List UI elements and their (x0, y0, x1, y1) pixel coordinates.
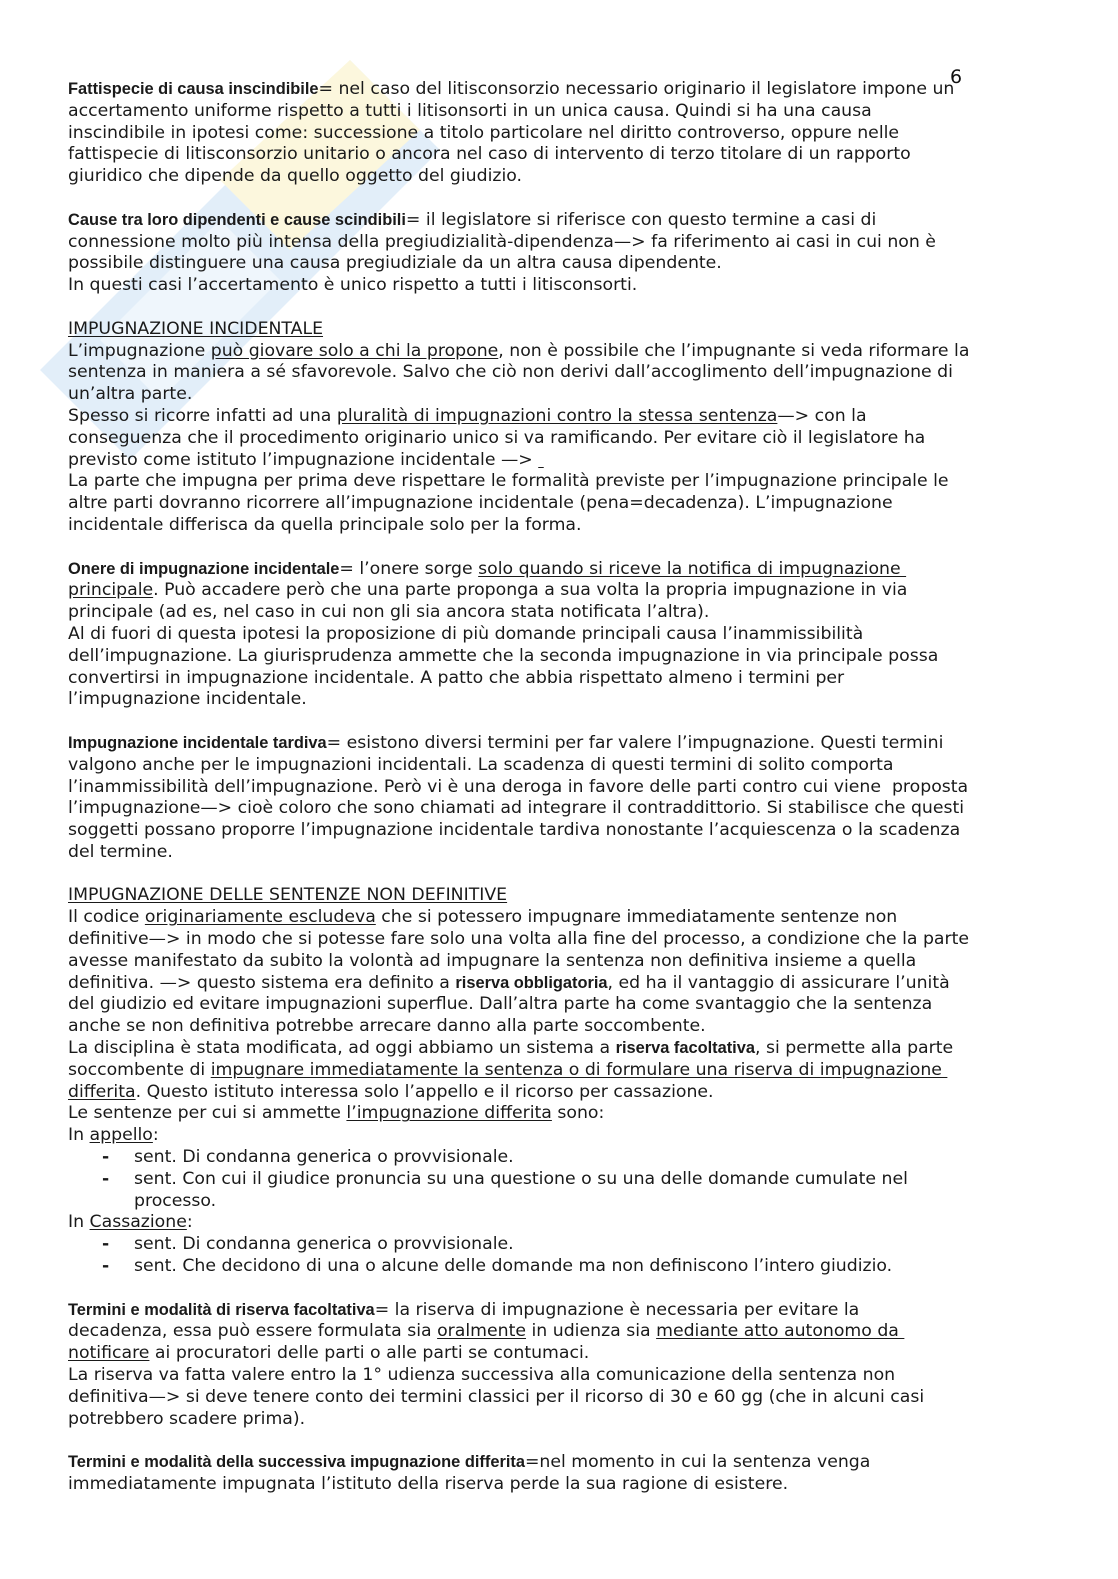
underlined-text: IMPUGNAZIONE DELLE SENTENZE NON DEFINITIVE (68, 885, 508, 906)
section (68, 559, 1068, 712)
text-run: : (152, 1125, 159, 1146)
dash-bullet-icon: - (102, 1234, 110, 1255)
page-number: 6 (950, 66, 963, 88)
text-run: : (186, 1212, 193, 1233)
underlined-text: appello (89, 1125, 153, 1146)
underlined-text: solo quando si riceve la notifica di impugnazione principale (68, 558, 901, 601)
text-run: In (68, 1212, 90, 1233)
underlined-text: oralmente (437, 1321, 527, 1342)
text-run: . Può accadere però che una parte proponga a sua volta la propria impugnazione in via principale (ad es, nel caso in cui non gli sia ancora stata notificata l’altra). Al di fuori di questa ipotesi la proposizione di più domande principali causa l’inammissibilità dell’impugnazione. La giurisprudenza ammette che la seconda impugnazione in via principale possa convertirsi in impugnazione incidentale. A patto che abbia rispettato almeno i termini per l’impugnazione incidentale. (68, 580, 939, 710)
bold-term: riserva obbligatoria (455, 973, 608, 992)
bold-term: Termini e modalità di riserva facoltativa (68, 1300, 375, 1319)
text-run: = nel caso del litisconsorzio necessario originario il legislatore impone un accertamento uniforme rispetto a tutti i litisonsorti in un unica causa. Quindi si ha una causa inscindibile in ipotesi come: successione a titolo particolare nel diritto controverso, oppure nelle fattispecie di litisconsorzio unitario o ancora nel caso di intervento di terzo titolare di un rapporto giuridico che dipende da quello oggetto del giudizio. (68, 79, 955, 187)
paragraph (68, 210, 1068, 297)
underlined-text: impugnare immediatamente la sentenza o di formulare una riserva di impugnazione differita (68, 1059, 942, 1102)
list-item (68, 1256, 1068, 1278)
text-run: sono: In (68, 1103, 605, 1146)
text-run: che si potessero impugnare immediatamente sentenze non definitive—> in modo che si potesse fare solo una volta alla fine del processo, a condizione che la parte avesse manifestato da subito la volontà ad impugnare la sentenza non definitiva insieme a quella definitiva. —> questo sistema era definito a (68, 907, 970, 993)
bullet-list (68, 1147, 1068, 1212)
underlined-text: mediante atto autonomo da notificare (68, 1321, 899, 1364)
text-run: = il legislatore si riferisce con questo termine a casi di connessione molto più intensa della pregiudizialità-dipendenza—> fa riferimento ai casi in cui non è possibile distinguere una causa pregiudiziale da un altra causa dipendente. In questi casi l’accertamento è unico rispetto a tutti i litisconsorti. (68, 209, 936, 296)
bold-term: Cause tra loro dipendenti e cause scindibili (68, 210, 406, 229)
list-item-text: sent. Di condanna generica o provvisionale. (134, 1147, 514, 1168)
list-item-text: sent. Con cui il giudice pronuncia su una questione o su una delle domande cumulate nel processo. (134, 1168, 908, 1211)
paragraph (68, 319, 1068, 537)
section (68, 733, 1068, 864)
bold-term: Termini e modalità della successiva impugnazione differita (68, 1453, 525, 1472)
text-run: La parte che impugna per prima deve rispettare le formalità previste per l’impugnazione principale le altre parti dovranno ricorrere all’impugnazione incidentale (pena=decadenza). L’impugnazione incidentale differisca da quella principale solo per la forma. (68, 471, 949, 535)
paragraph (68, 1300, 1068, 1431)
dash-bullet-icon: - (102, 1168, 110, 1189)
list-item (68, 1147, 1068, 1169)
underlined-text: pluralità di impugnazioni contro la stessa sentenza (336, 405, 778, 426)
paragraph (68, 1452, 1068, 1496)
text-run: = esistono diversi termini per far valere l’impugnazione. Questi termini valgono anche per le impugnazioni incidentali. La scadenza di questi termini di solito comporta l’inammissibilità dell’impugnazione. Però vi è una deroga in favore delle parti contro cui viene proposta l’impugnazione—> cioè coloro che sono chiamati ad integrare il contraddittorio. Si stabilisce che questi soggetti possano proporre l’impugnazione incidentale tardiva nonostante l’acquiescenza o la scadenza del termine. (68, 732, 969, 862)
bold-term: riserva facoltativa (615, 1039, 755, 1058)
underlined-text: IMPUGNAZIONE INCIDENTALE (68, 318, 324, 339)
list-item (68, 1234, 1068, 1256)
text-run: . Questo istituto interessa solo l’appello e il ricorso per cassazione. Le sentenze per cui si ammette (68, 1081, 714, 1124)
paragraph (68, 885, 1068, 1147)
section (68, 1452, 1068, 1496)
section (68, 210, 1068, 297)
text-run: —> con la conseguenza che il procedimento originario unico si va ramificando. Per evitare ciò il legislatore ha previsto come istituto l’impugnazione incidentale —> (68, 405, 926, 470)
section (68, 319, 1068, 537)
paragraph (68, 559, 1068, 712)
text-run: , si permette alla parte soccombente di (68, 1038, 954, 1080)
bullet-list (68, 1234, 1068, 1278)
section (68, 885, 1068, 1277)
text-run: Il codice (68, 907, 140, 928)
text-run: L’impugnazione (68, 340, 206, 361)
text-run: , ed ha il vantaggio di assicurare l’unità del giudizio ed evitare impugnazioni superflue. Dall’altra parte ha come svantaggio che la sentenza anche se non definitiva potrebbe arrecare danno alla parte soccombente. La disciplina è stata modificata, ad oggi abbiamo un sistema a (68, 972, 950, 1059)
underlined-text: può giovare solo a chi la propone (210, 340, 499, 361)
text-run: in udienza sia (526, 1321, 657, 1342)
text-run: = l’onere sorge (339, 558, 479, 579)
document-body (68, 79, 1068, 1518)
underlined-text: Cassazione (89, 1212, 187, 1233)
bold-term: Fattispecie di causa inscindibile (68, 80, 319, 98)
dash-bullet-icon: - (102, 1256, 110, 1277)
text-run: =nel momento in cui la sentenza venga immediatamente impugnata l’istituto della riserva perde la sua ragione di esistere. (68, 1452, 871, 1494)
dash-bullet-icon: - (102, 1147, 110, 1168)
list-item-text: sent. Che decidono di una o alcune delle domande ma non definiscono l’intero giudizio. (134, 1256, 893, 1277)
bold-term: Impugnazione incidentale tardiva (68, 733, 327, 752)
text-run: ai procuratori delle parti o alle parti se contumaci. La riserva va fatta valere entro la 1° udienza successiva alla comunicazione della sentenza non definitiva—> si deve tenere conto dei termini classici per il ricorso di 30 e 60 gg (che in alcuni casi potrebbero scadere prima). (68, 1343, 925, 1429)
paragraph (68, 79, 1068, 188)
bold-term: Onere di impugnazione incidentale (68, 559, 340, 578)
section (68, 1300, 1068, 1431)
list-item-text: sent. Di condanna generica o provvisionale. (134, 1234, 514, 1255)
list-item (68, 1169, 1068, 1213)
text-run: = la riserva di impugnazione è necessaria per evitare la decadenza, essa può essere formulata sia (68, 1299, 860, 1342)
paragraph (68, 733, 1068, 864)
text-run: , non è possibile che l’impugnante si veda riformare la sentenza in maniera a sé sfavorevole. Salvo che ciò non derivi dall’accoglimento dell’impugnazione di un’altra parte. Spesso si ricorre infatti ad una (68, 340, 970, 426)
section (68, 79, 1068, 188)
paragraph (68, 1212, 1068, 1234)
underlined-text: originariamente escludeva (144, 907, 376, 928)
underlined-text: l’impugnazione differita (346, 1103, 552, 1124)
underlined-text (538, 450, 544, 470)
